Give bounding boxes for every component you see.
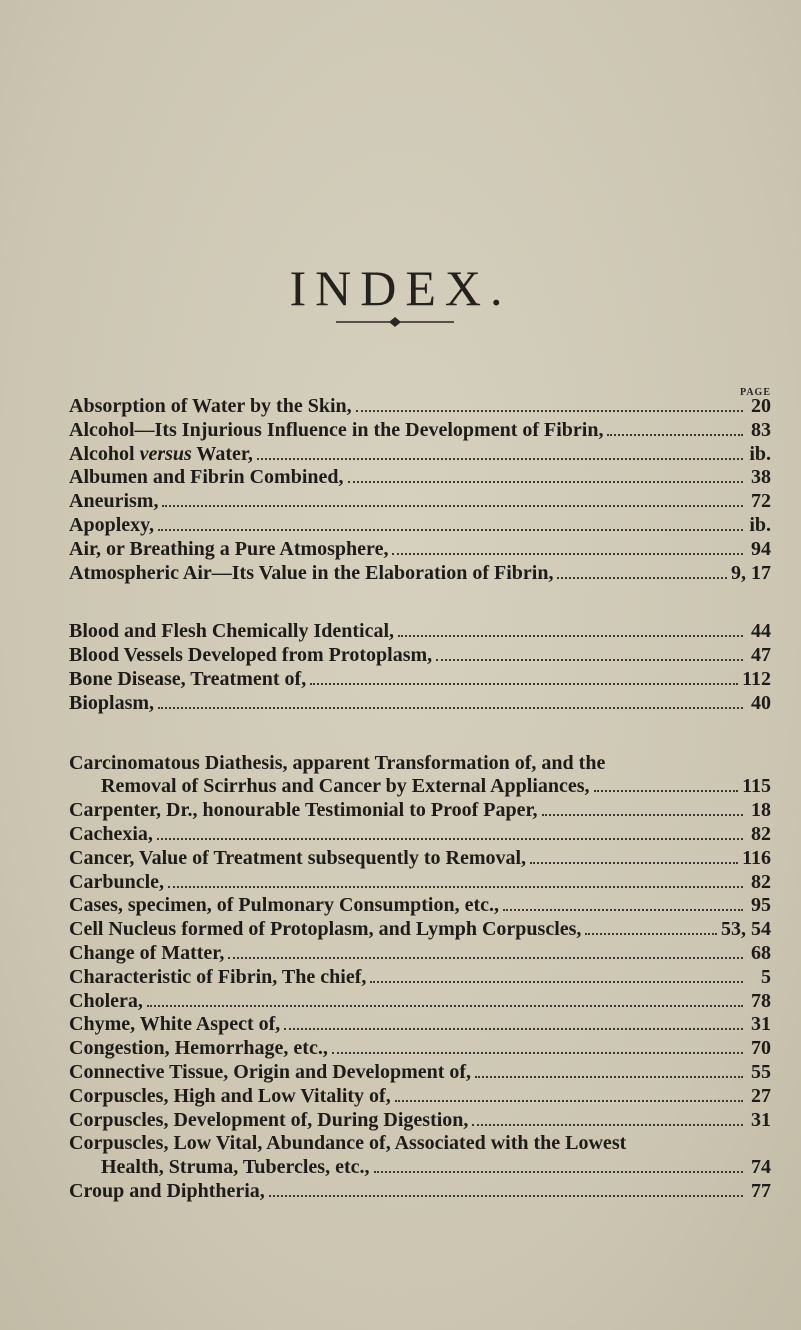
index-entry: [69, 1109, 771, 1133]
entry-text: Aneurism,: [69, 490, 159, 513]
index-entry: [69, 847, 771, 871]
entry-page: 77: [751, 1179, 771, 1202]
entry-text: Apoplexy,: [69, 513, 155, 536]
entry-text: Atmospheric Air—Its Value in the Elaboration of Fibrin,: [69, 561, 554, 584]
index-group-b: [69, 620, 771, 715]
page-title: INDEX.: [289, 260, 512, 316]
entry-text: Alcohol versus Water,: [69, 442, 253, 465]
entry-text: Cholera,: [69, 989, 143, 1012]
entry-page: 31: [751, 1013, 771, 1036]
entry-text: Alcohol—Its Injurious Influence in the Development of Fibrin,: [69, 418, 604, 441]
entry-text: Corpuscles, Development of, During Digestion,: [69, 1108, 469, 1131]
entry-text: Cell Nucleus formed of Protoplasm, and Lymph Corpuscles,: [69, 918, 582, 941]
index-entry: [69, 620, 771, 644]
entry-page: 38: [751, 466, 771, 489]
entry-page: 68: [751, 941, 771, 964]
entry-text: Albumen and Fibrin Combined,: [69, 466, 344, 489]
index-entry: [69, 1061, 771, 1085]
entry-page: 70: [751, 1037, 771, 1060]
entry-text: Bioplasm,: [69, 691, 155, 714]
entry-page: 18: [751, 799, 771, 822]
entry-page: 47: [751, 644, 771, 667]
index-entry: [69, 1156, 771, 1180]
index-entry: [69, 894, 771, 918]
index-entry: [69, 538, 771, 562]
ornament-divider-icon: [336, 315, 454, 329]
index-entry: [69, 799, 771, 823]
entry-text: Carpenter, Dr., honourable Testimonial to Proof Paper,: [69, 799, 538, 822]
entry-page: 83: [751, 418, 771, 441]
entry-page: 95: [751, 894, 771, 917]
entry-page: 53, 54: [721, 918, 771, 941]
entry-page: 55: [751, 1060, 771, 1083]
entry-text: Removal of Scirrhus and Cancer by External Appliances,: [101, 775, 590, 798]
index-entry: [69, 490, 771, 514]
index-entries: [69, 395, 771, 1204]
entry-page: 82: [751, 822, 771, 845]
index-group-c: [69, 752, 771, 1204]
entry-italic-word: versus: [139, 442, 192, 465]
index-entry: [69, 966, 771, 990]
entry-page: 27: [751, 1084, 771, 1107]
entry-page: 82: [751, 870, 771, 893]
entry-page: 116: [742, 846, 771, 869]
index-entry-first-line: Carcinomatous Diathesis, apparent Transformation of, and the: [69, 751, 606, 774]
entry-page: 94: [751, 537, 771, 560]
entry-text: Blood Vessels Developed from Protoplasm,: [69, 644, 433, 667]
index-entry: [69, 1037, 771, 1061]
index-entry: [69, 692, 771, 716]
entry-page: 74: [751, 1156, 771, 1179]
entry-text: Cancer, Value of Treatment subsequently to Removal,: [69, 846, 527, 869]
index-entry: [69, 990, 771, 1014]
page-column-heading: PAGE: [739, 387, 771, 398]
index-entry-first-line: Corpuscles, Low Vital, Abundance of, Associated with the Lowest: [69, 1132, 627, 1155]
entry-text: Chyme, White Aspect of,: [69, 1013, 281, 1036]
entry-text: Absorption of Water by the Skin,: [69, 395, 352, 417]
entry-text: Connective Tissue, Origin and Development of,: [69, 1060, 472, 1083]
entry-page: ib.: [749, 513, 771, 536]
entry-page: ib.: [749, 442, 771, 465]
entry-text: Air, or Breathing a Pure Atmosphere,: [69, 537, 389, 560]
entry-text: Carbuncle,: [69, 870, 164, 893]
entry-text: Corpuscles, High and Low Vitality of,: [69, 1084, 391, 1107]
entry-text: Characteristic of Fibrin, The chief,: [69, 965, 367, 988]
entry-page: 115: [742, 775, 771, 798]
entry-page: 5: [761, 965, 771, 988]
entry-text: Cases, specimen, of Pulmonary Consumption, etc.,: [69, 894, 499, 917]
index-entry: [69, 443, 771, 467]
index-entry: [69, 419, 771, 443]
entry-text: Blood and Flesh Chemically Identical,: [69, 620, 395, 643]
entry-text: Congestion, Hemorrhage, etc.,: [69, 1037, 328, 1060]
entry-page: 20: [751, 395, 771, 417]
index-entry: [69, 1013, 771, 1037]
entry-page: 9, 17: [731, 561, 771, 584]
index-entry: [69, 668, 771, 692]
index-entry: [69, 395, 771, 419]
entry-page: 78: [751, 989, 771, 1012]
index-entry: [69, 871, 771, 895]
entry-text: Change of Matter,: [69, 941, 225, 964]
entry-page: 72: [751, 490, 771, 513]
entry-text: Cachexia,: [69, 822, 153, 845]
entry-page: 31: [751, 1108, 771, 1131]
index-entry: [69, 1085, 771, 1109]
index-entry: [69, 562, 771, 586]
index-entry: [69, 514, 771, 538]
entry-page: 40: [751, 691, 771, 714]
entry-text: Health, Struma, Tubercles, etc.,: [101, 1156, 370, 1179]
index-entry: [69, 775, 771, 799]
index-entry: [69, 644, 771, 668]
entry-page: 44: [751, 620, 771, 643]
index-entry: [69, 942, 771, 966]
index-entry: [69, 466, 771, 490]
index-entry: [69, 918, 771, 942]
entry-text: Bone Disease, Treatment of,: [69, 667, 307, 690]
entry-text: Croup and Diphtheria,: [69, 1179, 265, 1202]
index-entry: [69, 823, 771, 847]
entry-page: 112: [742, 667, 771, 690]
index-entry: [69, 1180, 771, 1204]
index-group-a: [69, 395, 771, 585]
